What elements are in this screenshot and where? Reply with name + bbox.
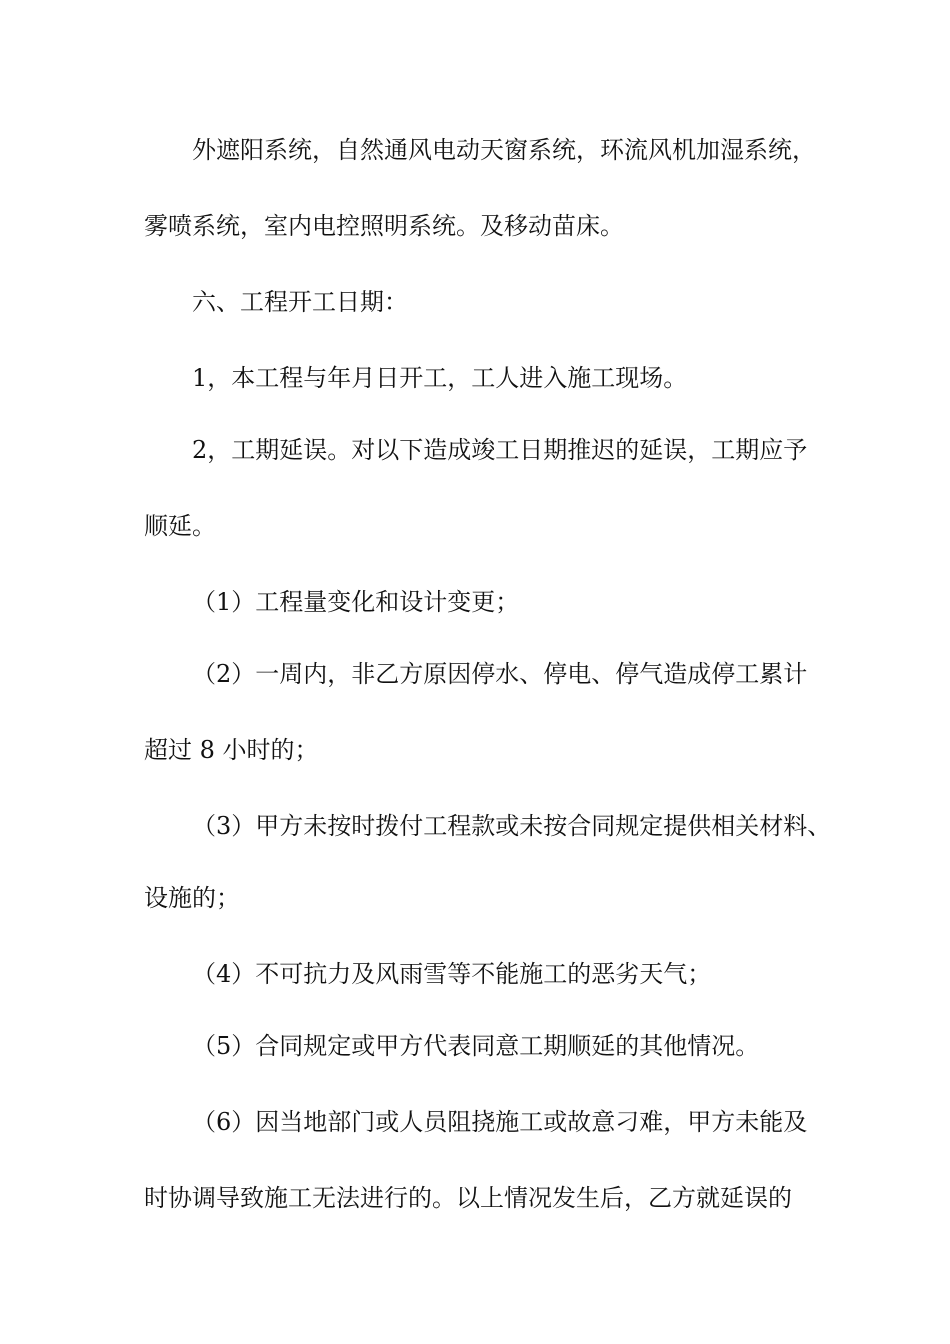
paragraph-line: 超过 8 小时的； [144,736,319,764]
list-item: （6）因当地部门或人员阻挠施工或故意刁难，甲方未能及 [192,1108,808,1136]
list-item: （3）甲方未按时拨付工程款或未按合同规定提供相关材料、 [192,812,832,840]
paragraph-line: 2，工期延误。对以下造成竣工日期推迟的延误，工期应予 [192,436,808,464]
paragraph-line: 1，本工程与年月日开工，工人进入施工现场。 [192,364,688,392]
paragraph-line: 设施的； [144,884,240,912]
paragraph-line: 雾喷系统，室内电控照明系统。及移动苗床。 [144,212,624,240]
list-item: （1）工程量变化和设计变更； [192,588,520,616]
paragraph-line: 顺延。 [144,512,216,540]
section-heading: 六、工程开工日期： [192,288,408,316]
list-item: （2）一周内，非乙方原因停水、停电、停气造成停工累计 [192,660,808,688]
list-item: （4）不可抗力及风雨雪等不能施工的恶劣天气； [192,960,712,988]
paragraph-line: 外遮阳系统，自然通风电动天窗系统，环流风机加湿系统， [192,136,816,164]
paragraph-line: 时协调导致施工无法进行的。以上情况发生后，乙方就延误的 [144,1184,792,1212]
list-item: （5）合同规定或甲方代表同意工期顺延的其他情况。 [192,1032,760,1060]
